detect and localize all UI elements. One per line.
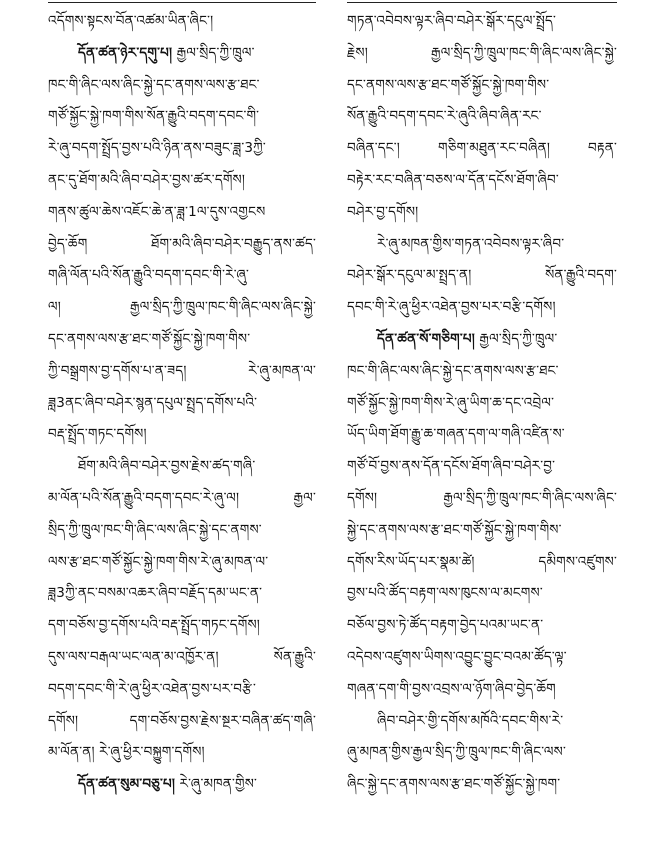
text-line xyxy=(48,419,316,451)
line-text: སོན་རྒྱུའི་བདག་དབང་རེ་ཞུའི་ཞིབ་ཞིན་རང་ xyxy=(347,108,542,125)
line-text: ཁང་གི་ཞིང་ལས་ཞིང་སྐྱེ་དང་ནགས་ལས་རྩ་ཐང་ xyxy=(48,76,260,93)
line-text: ཟླ3ཀྱི་ནང་བསམ་འཆར་ཞིབ་བརྗོད་དམ་ཡང་ན་ xyxy=(48,585,263,602)
text-line xyxy=(347,260,617,292)
line-text: རྒྱལ་སྲིད་ཀྱི་ཁྲུལ་ xyxy=(474,330,558,347)
text-line xyxy=(347,578,617,610)
article-heading: དོན་ཚན་ཉེར་དགུ་པ། xyxy=(78,44,173,61)
left-text-column xyxy=(48,6,316,801)
text-line xyxy=(347,610,617,642)
line-text: ཡོད་ཡིག་ཐོག་རྒྱུ་ཆ་གཞན་དག་ལ་གཞི་འཛིན་ས་ xyxy=(347,426,565,443)
line-text: ཞིང་སྐྱེ་དང་ནགས་ལས་རྩ་ཐང་གཙོ་སྐྱོང་སྐྱེ་ཁག་ xyxy=(347,776,561,793)
line-text: བདག་དབང་གི་རེ་ཞུ་ཕྱིར་འཐེན་བྱས་པར་བརྩི་ xyxy=(48,680,257,697)
line-text: གཞི་ལོན་པའི་སོན་རྒྱུའི་བདག་དབང་གི་རེ་ཞུ་ xyxy=(48,267,250,284)
article-heading: དོན་ཚན་སུམ་བཅུ་པ། xyxy=(78,776,176,793)
text-line xyxy=(48,260,316,292)
text-line xyxy=(48,70,316,102)
text-line xyxy=(48,642,316,674)
text-line xyxy=(347,133,617,165)
line-text: གཙོ་སྐྱོང་སྐྱེ་ཁག་གིས་སོན་རྒྱུའི་བདག་དབང་གི་ xyxy=(48,108,260,125)
text-line xyxy=(347,197,617,229)
text-line xyxy=(48,674,316,706)
text-line xyxy=(48,610,316,642)
text-line xyxy=(48,578,316,610)
line-text: རྒྱལ་སྲིད་ཀྱི་ཁྲུལ་ xyxy=(172,44,255,61)
text-line xyxy=(48,324,316,356)
line-text: གཏན་འབེབས་ལྟར་ཞིབ་བཤེར་སྒོར་དངུལ་སྤྲོད་ xyxy=(347,13,557,29)
line-text: དག་བཅོས་བྱ་དགོས་པའི་བརྡ་སྤྲོད་གཏང་དགོས། xyxy=(48,617,260,634)
text-line xyxy=(48,388,316,420)
line-text: ཟླ3ནང་ཞིབ་བཤེར་སྙན་དཔུལ་སྤྲད་དགོས་པའི་ xyxy=(48,394,258,411)
text-line xyxy=(48,356,316,388)
line-text: དུས་ལས་བརྒལ་ཡང་ལན་མ་འཁྱོར་ན། སོན་རྒྱུའི་ xyxy=(48,648,316,665)
line-text: ཀྱི་བསྒྲགས་བྱ་དགོས་པ་ན་ཟད། རེ་ཞུ་མཁན་ལ་ xyxy=(48,362,316,379)
text-line xyxy=(48,769,316,801)
line-text: རེ་ཞུ་མཁན་གྱིས་ xyxy=(175,776,258,793)
text-line xyxy=(48,515,316,547)
text-line xyxy=(48,483,316,515)
text-line xyxy=(347,515,617,547)
line-text: བཤེར་སྒོར་དངུལ་མ་སྤྲད་ན། སོན་རྒྱུའི་བདག་ xyxy=(347,267,617,284)
text-line xyxy=(48,547,316,579)
line-text: གཞན་དག་གི་བྱས་འབྲས་ལ་ཉོག་ཞིབ་བྱེད་ཆོག xyxy=(347,680,556,697)
line-text: འདོགས་སྟངས་བོན་འཚམ་ཡིན་ཞིང་། xyxy=(48,13,214,29)
text-line xyxy=(347,674,617,706)
line-text: མ་ལོན་ན། རེ་ཞུ་ཕྱིར་བསྐྱུག་དགོས། xyxy=(48,744,205,761)
line-text: དགོས་རིས་ཡོད་པར་སྣམ་ཚེ། དམིགས་འཛུགས་ xyxy=(347,553,617,570)
line-text: སྐྱེ་དང་ནགས་ལས་རྩ་ཐང་གཙོ་སྐྱོང་སྐྱེ་ཁག་གིས་ xyxy=(347,521,562,538)
line-text: བཤེར་བྱ་དགོས། xyxy=(347,203,419,220)
text-line xyxy=(48,451,316,483)
top-rule-left xyxy=(48,2,316,3)
top-rule-right xyxy=(347,2,617,3)
line-text: ནང་དུ་ཐོག་མའི་ཞིབ་བཤེར་བྱས་ཚར་དགོས། xyxy=(48,171,246,188)
line-text: དང་ནགས་ལས་རྩ་ཐང་གཙོ་སྐྱོང་སྐྱེ་ཁག་གིས་ xyxy=(347,76,550,93)
text-line xyxy=(347,38,617,70)
line-text: དང་ནགས་ལས་རྩ་ཐང་གཙོ་སྐྱོང་སྐྱེ་ཁག་གིས་ xyxy=(48,330,251,347)
line-text: དགོས། རྒྱལ་སྲིད་ཀྱི་ཁྲུལ་ཁང་གི་ཞིང་ལས་ཞིང་ xyxy=(347,489,617,506)
line-text: ཐོག་མའི་ཞིབ་བཤེར་བྱས་རྗེས་ཚད་གཞི་ xyxy=(78,458,256,475)
line-text: ཁང་གི་ཞིང་ལས་ཞིང་སྐྱེ་དང་ནགས་ལས་རྩ་ཐང་ xyxy=(347,362,559,379)
line-text: ལས་རྩ་ཐང་གཙོ་སྐྱོང་སྐྱེ་ཁག་གིས་རེ་ཞུ་མཁན་ལ་ xyxy=(48,553,269,570)
text-line xyxy=(347,388,617,420)
line-text: བྱེད་ཆོག ཐོག་མའི་ཞིབ་བཤེར་བརྒྱུད་ནས་ཚད་ xyxy=(48,235,316,252)
line-text: དགོས། དག་བཅོས་བྱས་རྗེས་སྔར་བཞིན་ཚད་གཞི་ xyxy=(48,712,316,729)
text-line xyxy=(347,419,617,451)
text-line xyxy=(347,769,617,801)
line-text: གཙོ་སྐྱོང་སྐྱེ་ཁག་གིས་རེ་ཞུ་ཡིག་ཆ་དང་འབྲེལ་ xyxy=(347,394,555,411)
article-heading: དོན་ཚན་སོ་གཅིག་པ། xyxy=(377,330,475,347)
text-line xyxy=(347,324,617,356)
line-text: མ་ལོན་པའི་སོན་རྒྱུའི་བདག་དབང་རེ་ཞུ་ལ། རྒྱལ་ xyxy=(48,489,316,506)
line-text: ཞིབ་བཤེར་གྱི་དགོས་མཁོའི་དབང་གིས་རེ་ xyxy=(377,712,564,729)
line-text: གནས་ཚུལ་ཆེས་འཇོང་ཆེ་ན་ཟླ་1ལ་དུས་འགྱངས xyxy=(48,203,266,220)
text-line xyxy=(347,70,617,102)
text-line xyxy=(347,483,617,515)
text-line xyxy=(347,165,617,197)
text-line xyxy=(48,229,316,261)
line-text: གཙོ་བོ་བྱས་ནས་དོན་དངོས་ཐོག་ཞིབ་བཤེར་བྱ་ xyxy=(347,458,556,475)
line-text: རེ་ཞུ་མཁན་གྱིས་གཏན་འབེབས་ལྟར་ཞིབ་ xyxy=(377,235,565,252)
text-line xyxy=(48,706,316,738)
text-line xyxy=(347,737,617,769)
line-text: བཅོལ་བྱས་ཏེ་ཚོད་བརྟག་བྱེད་པའམ་ཡང་ན་ xyxy=(347,617,544,634)
line-text: རྗེས། རྒྱལ་སྲིད་ཀྱི་ཁྲུལ་ཁང་གི་ཞིང་ལས་ཞིང་སྐྱེ་ xyxy=(347,44,617,61)
line-text: བཞིན་དང་། གཅིག་མཐུན་རང་བཞིན། བརྟན་ xyxy=(347,140,617,157)
line-text: འདེབས་འཛུགས་ཡིགས་འབྱུང་བྱུང་བའམ་ཚོད་ལྟ་ xyxy=(347,648,567,665)
text-line xyxy=(347,642,617,674)
line-text: སྲིད་ཀྱི་ཁྲུལ་ཁང་གི་ཞིང་ལས་ཞིང་སྐྱེ་དང་ནགས་ xyxy=(48,521,262,538)
text-line xyxy=(347,229,617,261)
right-text-column xyxy=(347,6,617,801)
line-text: ཞུ་མཁན་གྱིས་རྒྱལ་སྲིད་ཀྱི་ཁྲུལ་ཁང་གི་ཞིང་ལས་ xyxy=(347,744,566,761)
line-text: བྱས་པའི་ཚོད་བརྟག་ལས་ཁུངས་ལ་མངགས་ xyxy=(347,585,543,602)
line-text: བརྟེར་རང་བཞིན་བཅས་ལ་དོན་དངོས་ཐོག་ཞིབ་ xyxy=(347,171,559,188)
text-line xyxy=(48,101,316,133)
text-line xyxy=(347,451,617,483)
text-line xyxy=(347,547,617,579)
text-line xyxy=(347,6,617,38)
line-text: ལ། རྒྱལ་སྲིད་ཀྱི་ཁྲུལ་ཁང་གི་ཞིང་ལས་ཞིང་སྐྱེ་ xyxy=(48,299,316,316)
line-text: དབང་གི་རེ་ཞུ་ཕྱིར་འཐེན་བྱས་པར་བརྩི་དགོས། xyxy=(347,299,556,316)
text-line xyxy=(347,706,617,738)
line-text: བརྡ་སྤྲོད་གཏང་དགོས། xyxy=(48,426,147,443)
text-line xyxy=(48,737,316,769)
text-line xyxy=(347,356,617,388)
text-line xyxy=(48,133,316,165)
text-line xyxy=(347,101,617,133)
text-line xyxy=(48,165,316,197)
text-line xyxy=(48,292,316,324)
text-line xyxy=(48,38,316,70)
line-text: རེ་ཞུ་བདག་སྤྲོད་བྱས་པའི་ཉིན་ནས་བཟུང་ཟླ་3ཀྱི་ xyxy=(48,140,266,157)
text-line xyxy=(48,6,316,38)
text-line xyxy=(48,197,316,229)
text-line xyxy=(347,292,617,324)
